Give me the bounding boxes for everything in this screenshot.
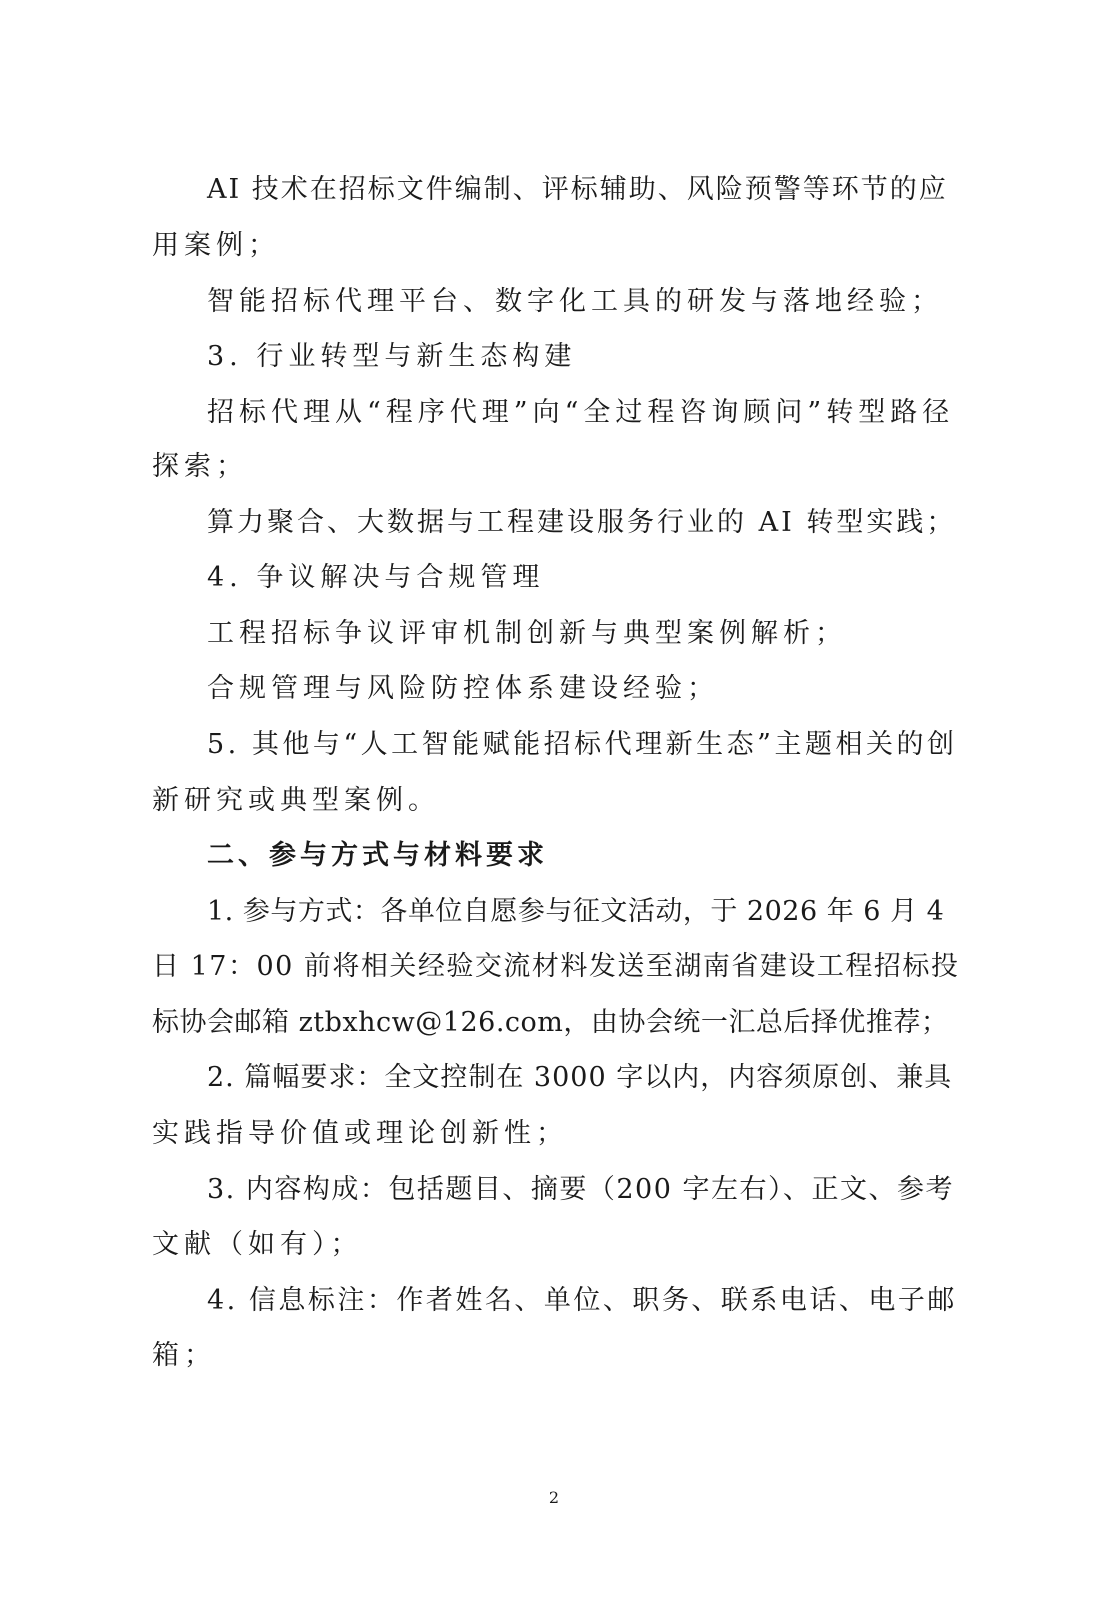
text-line: 合规管理与风险防控体系建设经验；	[207, 673, 719, 704]
page-number: 2	[548, 1488, 560, 1507]
text-line: 用案例；	[152, 230, 280, 261]
text-line: 新研究或典型案例。	[152, 785, 440, 816]
text-line: 算力聚合、大数据与工程建设服务行业的 AI 转型实践；	[207, 507, 957, 538]
text-line: 2. 篇幅要求：全文控制在 3000 字以内，内容须原创、兼具	[207, 1062, 953, 1093]
text-line: 智能招标代理平台、数字化工具的研发与落地经验；	[207, 286, 943, 317]
section-heading: 4. 争议解决与合规管理	[207, 562, 545, 593]
text-line: 5. 其他与“人工智能赋能招标代理新生态”主题相关的创	[207, 729, 958, 760]
text-line: 招标代理从“程序代理”向“全过程咨询顾问”转型路径	[207, 397, 955, 428]
text-line: 4. 信息标注：作者姓名、单位、职务、联系电话、电子邮	[207, 1285, 957, 1316]
text-line: 实践指导价值或理论创新性；	[152, 1118, 568, 1149]
text-line: 探索；	[152, 451, 248, 482]
text-line: 日 17：00 前将相关经验交流材料发送至湖南省建设工程招标投	[152, 951, 960, 982]
text-line: 3. 内容构成：包括题目、摘要（200 字左右）、正文、参考	[207, 1174, 954, 1205]
text-line: 文献（如有）；	[152, 1229, 363, 1260]
text-line: 1. 参与方式：各单位自愿参与征文活动，于 2026 年 6 月 4	[207, 896, 945, 927]
text-line: 箱；	[152, 1340, 216, 1371]
text-line: 工程招标争议评审机制创新与典型案例解析；	[207, 618, 847, 649]
chapter-heading: 二、参与方式与材料要求	[207, 840, 548, 871]
text-line: AI 技术在招标文件编制、评标辅助、风险预警等环节的应	[207, 174, 948, 205]
text-line: 标协会邮箱 ztbxhcw@126.com，由协会统一汇总后择优推荐；	[152, 1007, 949, 1038]
section-heading: 3. 行业转型与新生态构建	[207, 341, 577, 372]
